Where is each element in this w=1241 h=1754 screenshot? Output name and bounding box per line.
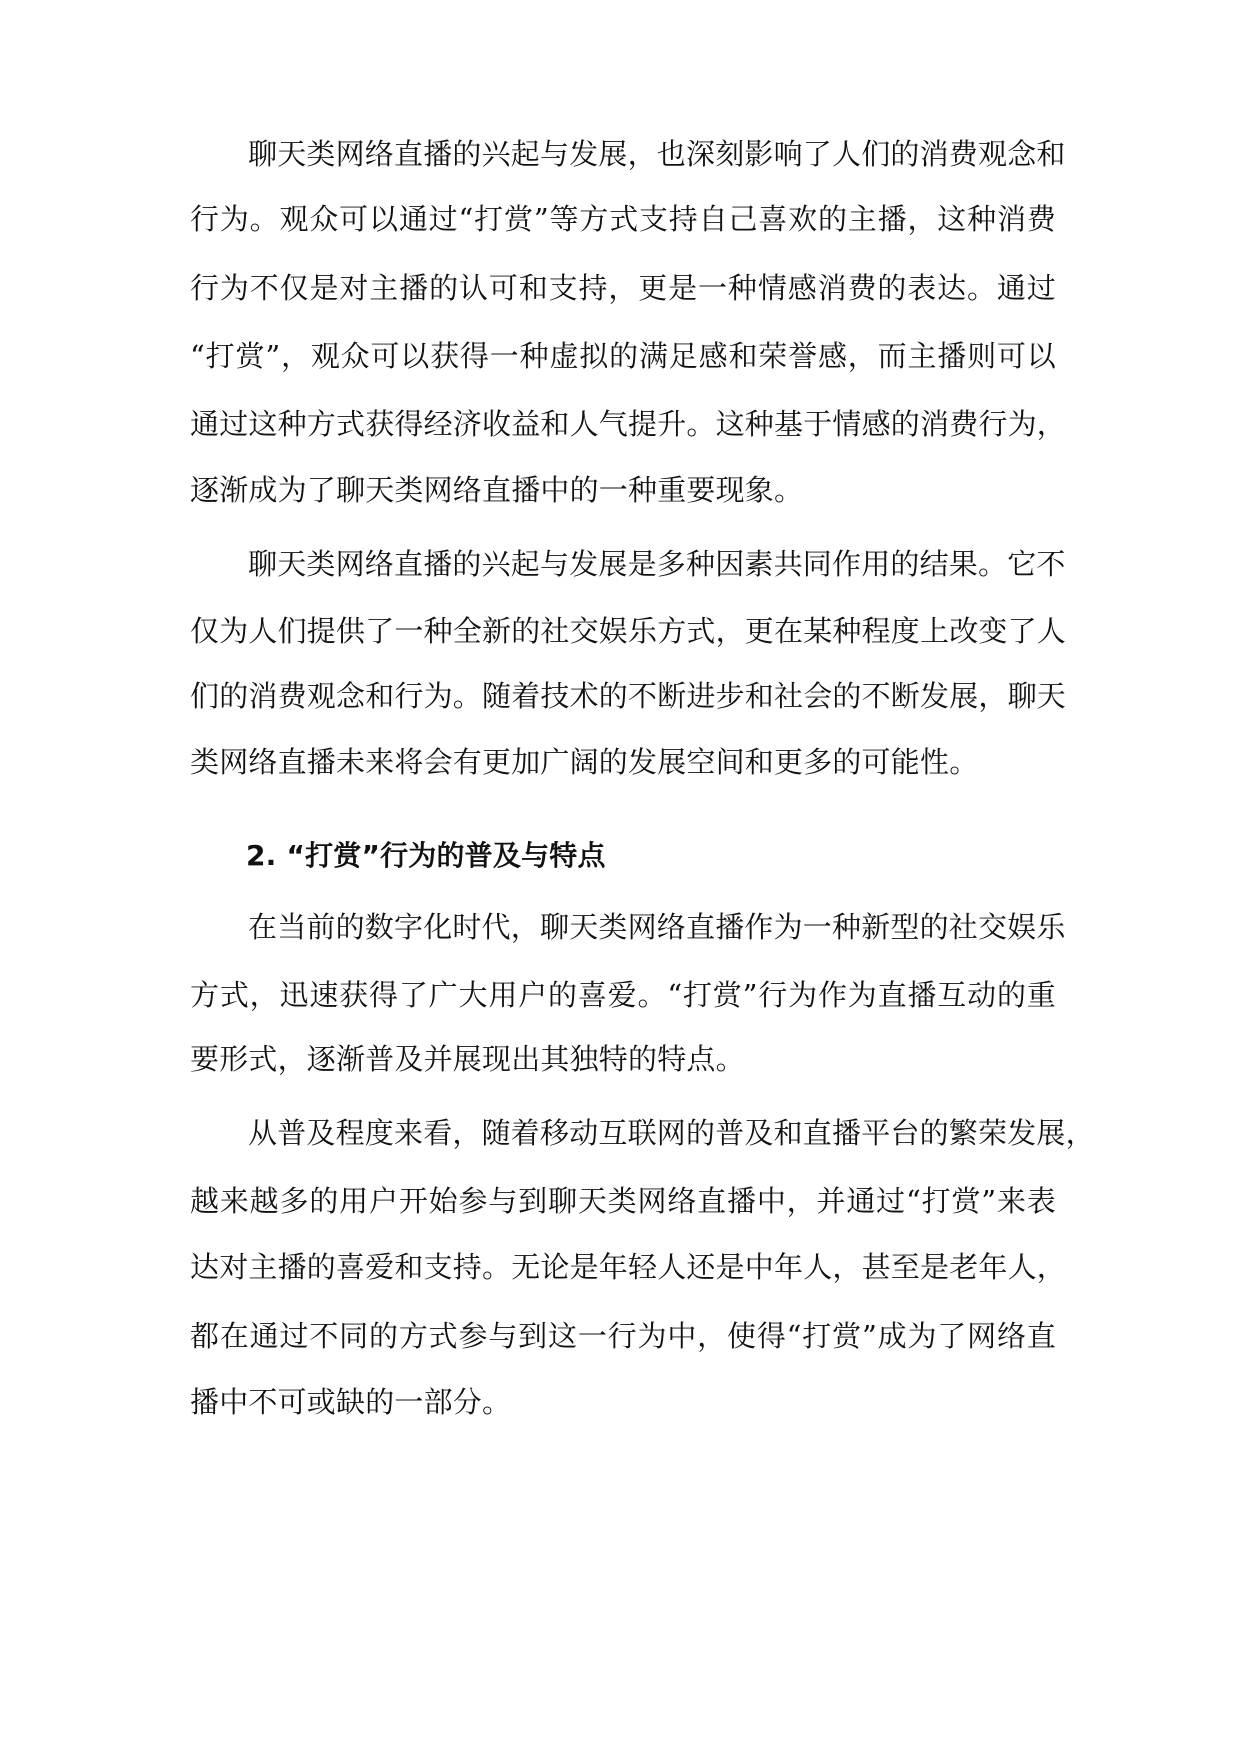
section-paragraph-2-line-2: 越来越多的用户开始参与到聊天类网络直播中，并通过“打赏”来表 xyxy=(190,1184,1056,1218)
paragraph-1-line-2: 行为。观众可以通过“打赏”等方式支持自己喜欢的主播，这种消费 xyxy=(190,202,1056,236)
paragraph-1-line-3: 行为不仅是对主播的认可和支持，更是一种情感消费的表达。通过 xyxy=(190,271,1056,305)
paragraph-2-line-1: 聊天类网络直播的兴起与发展是多种因素共同作用的结果。它不 xyxy=(248,547,1066,581)
section-paragraph-2-line-3: 达对主播的喜爱和支持。无论是年轻人还是中年人，甚至是老年人， xyxy=(190,1250,1067,1284)
section-paragraph-1-line-3: 要形式，逐渐普及并展现出其独特的特点。 xyxy=(190,1042,745,1076)
section-heading: 2. “打赏”行为的普及与特点 xyxy=(246,839,606,872)
section-paragraph-2-line-4: 都在通过不同的方式参与到这一行为中，使得“打赏”成为了网络直 xyxy=(190,1319,1056,1353)
section-paragraph-1-line-1: 在当前的数字化时代，聊天类网络直播作为一种新型的社交娱乐 xyxy=(248,910,1066,944)
paragraph-1-line-5: 通过这种方式获得经济收益和人气提升。这种基于情感的消费行为， xyxy=(190,407,1067,441)
section-paragraph-2-line-5: 播中不可或缺的一部分。 xyxy=(190,1385,512,1419)
paragraph-1-line-1: 聊天类网络直播的兴起与发展，也深刻影响了人们的消费观念和 xyxy=(248,137,1066,171)
paragraph-2-line-3: 们的消费观念和行为。随着技术的不断进步和社会的不断发展，聊天 xyxy=(190,679,1067,713)
paragraph-1-line-6: 逐渐成为了聊天类网络直播中的一种重要现象。 xyxy=(190,473,804,507)
section-paragraph-2-line-1: 从普及程度来看，随着移动互联网的普及和直播平台的繁荣发展， xyxy=(248,1116,1095,1150)
paragraph-2-line-4: 类网络直播未来将会有更加广阔的发展空间和更多的可能性。 xyxy=(190,745,979,779)
paragraph-2-line-2: 仅为人们提供了一种全新的社交娱乐方式，更在某种程度上改变了人 xyxy=(190,614,1067,648)
section-paragraph-1-line-2: 方式，迅速获得了广大用户的喜爱。“打赏”行为作为直播互动的重 xyxy=(190,978,1056,1012)
paragraph-1-line-4: “打赏”，观众可以获得一种虚拟的满足感和荣誉感，而主播则可以 xyxy=(190,339,1056,373)
